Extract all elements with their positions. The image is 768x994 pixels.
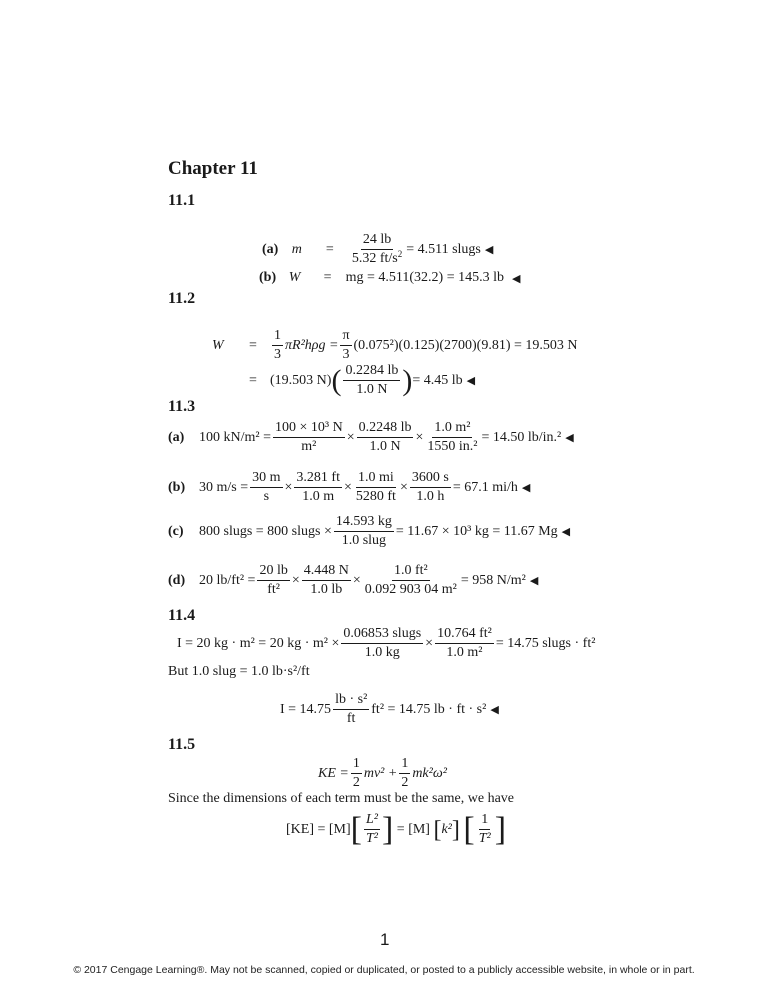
expression: mk²ω²	[412, 765, 447, 781]
times: ×	[346, 429, 355, 445]
result: = 14.50 lb/in.²	[481, 429, 562, 445]
expression: 20 lb/ft² =	[199, 572, 256, 588]
numerator: 1	[479, 812, 490, 830]
numerator: 1	[351, 756, 362, 774]
denominator: 3	[274, 347, 281, 363]
fraction	[435, 626, 494, 661]
equals: =	[325, 241, 334, 257]
fraction	[343, 363, 400, 398]
expression: 30 m/s =	[199, 479, 249, 495]
eq-11-2-line2	[236, 363, 475, 398]
denominator: 2	[401, 775, 409, 791]
fraction	[333, 692, 369, 727]
answer-marker-icon: ◀	[565, 432, 574, 445]
fraction	[351, 756, 362, 791]
denominator: 1.0 slug	[341, 533, 387, 549]
numerator: 100 × 10³ N	[273, 420, 345, 438]
variable: W	[288, 270, 301, 285]
denominator: m²	[301, 439, 317, 455]
expression: (19.503 N)	[270, 372, 332, 388]
eq-11-3-d	[168, 563, 538, 598]
expression: KE =	[318, 765, 349, 781]
fraction	[399, 756, 410, 791]
denominator: ft	[346, 711, 356, 727]
exponent: 2	[397, 249, 403, 260]
fraction	[363, 563, 459, 598]
denominator: T²	[365, 831, 378, 847]
result: = 958 N/m²	[460, 572, 526, 588]
result: = 4.45 lb	[412, 372, 463, 388]
denominator: 3	[342, 347, 350, 363]
denominator: 5280 ft	[355, 489, 396, 505]
section-heading-11-5: 11.5	[168, 736, 196, 753]
times: ×	[425, 635, 434, 651]
eq-11-4-line1	[177, 626, 595, 661]
denominator: 1.0 m²	[446, 645, 483, 661]
result: = 4.511 slugs	[406, 241, 481, 257]
part-label: (b)	[168, 479, 186, 495]
fraction	[350, 232, 404, 267]
left-bracket: [	[350, 810, 362, 848]
fraction	[272, 328, 283, 363]
right-bracket: ]	[451, 816, 460, 843]
right-bracket: ]	[494, 810, 507, 848]
expression: [KE] = [M]	[286, 821, 351, 837]
numerator: 0.06853 slugs	[341, 626, 423, 644]
denominator: 1550 in.²	[427, 439, 478, 455]
fraction	[257, 563, 289, 598]
times: ×	[415, 429, 424, 445]
expression: I = 14.75	[280, 701, 332, 717]
eq-11-4-line3	[280, 692, 499, 727]
numerator: 1.0 mi	[356, 470, 396, 488]
answer-marker-icon: ◀	[490, 704, 499, 717]
result: = 11.67 × 10³ kg = 11.67 Mg	[395, 523, 558, 539]
page-number: 1	[380, 930, 390, 949]
expression: mg = 4.511(32.2) = 145.3 lb	[345, 270, 504, 285]
numerator: 3.281 ft	[294, 470, 342, 488]
numerator: π	[340, 328, 351, 346]
denominator	[350, 250, 404, 267]
equals: =	[249, 337, 257, 353]
result: = 67.1 mi/h	[452, 479, 518, 495]
denominator: 1.0 kg	[364, 645, 400, 661]
fraction	[302, 563, 351, 598]
denominator: 1.0 m	[302, 489, 335, 505]
copyright-notice: © 2017 Cengage Learning®. May not be scanned, copied or duplicated, or posted to a publicly accessible website, in whole or in part.	[73, 964, 695, 976]
fraction	[410, 470, 451, 505]
numerator: 10.764 ft²	[435, 626, 494, 644]
numerator: 20 lb	[257, 563, 289, 581]
answer-marker-icon: ◀	[512, 272, 521, 285]
eq-11-3-a	[168, 420, 574, 455]
left-bracket: [	[463, 810, 475, 848]
fraction	[354, 470, 398, 505]
denominator: 1.0 N	[369, 439, 401, 455]
paragraph-11-4: But 1.0 slug = 1.0 lb·s²/ft	[168, 664, 310, 679]
equals: =	[323, 270, 332, 285]
expression: πR²hρg =	[285, 337, 339, 353]
expression: 100 kN/m² =	[199, 429, 271, 445]
numerator: 1	[399, 756, 410, 774]
fraction	[340, 328, 351, 363]
part-label: (c)	[168, 523, 184, 539]
part-label: (b)	[259, 270, 277, 285]
numerator: 4.448 N	[302, 563, 351, 581]
fraction	[273, 420, 345, 455]
numerator: 1.0 ft²	[392, 563, 430, 581]
expression: = [M]	[396, 821, 430, 837]
numerator: L²	[364, 812, 380, 830]
eq-11-1-b	[259, 270, 520, 286]
fraction	[250, 470, 282, 505]
numerator: 0.2284 lb	[343, 363, 400, 381]
denominator: 1.0 N	[356, 382, 388, 398]
fraction	[334, 514, 394, 549]
fraction	[357, 420, 414, 455]
variable: W	[212, 337, 224, 353]
part-label: (d)	[168, 572, 186, 588]
fraction	[364, 812, 380, 847]
denominator: 1.0 h	[416, 489, 445, 505]
denominator: 1.0 lb	[310, 582, 343, 598]
fraction	[341, 626, 423, 661]
answer-marker-icon: ◀	[561, 526, 571, 539]
part-label: (a)	[168, 429, 185, 445]
numerator: 1.0 m²	[432, 420, 472, 438]
fraction	[425, 420, 479, 455]
numerator: 0.2248 lb	[357, 420, 414, 438]
section-heading-11-2: 11.2	[168, 290, 196, 307]
denominator: s	[263, 489, 270, 505]
numerator: 30 m	[250, 470, 282, 488]
numerator: 1	[272, 328, 283, 346]
expression: k²	[441, 821, 452, 837]
eq-11-2-line1	[212, 328, 578, 363]
denominator: ft²	[267, 582, 280, 598]
numerator: 14.593 kg	[334, 514, 394, 532]
eq-11-1-a	[262, 232, 493, 267]
times: ×	[352, 572, 361, 588]
times: ×	[343, 479, 352, 495]
paragraph-11-5: Since the dimensions of each term must be the same, we have	[168, 791, 515, 806]
expression: (0.075²)(0.125)(2700)(9.81) = 19.503 N	[353, 337, 578, 353]
variable: m	[291, 241, 302, 257]
equals: =	[249, 372, 257, 388]
expression: I = 20 kg · m² = 20 kg · m² ×	[177, 635, 340, 651]
eq-11-5-dimensions	[286, 812, 506, 847]
numerator: 3600 s	[410, 470, 451, 488]
part-label: (a)	[262, 241, 279, 257]
denominator: 0.092 903 04 m²	[364, 582, 457, 598]
section-heading-11-4: 11.4	[168, 607, 196, 624]
den-text: 5.32 ft/s	[351, 251, 398, 267]
left-bracket: [	[433, 816, 442, 843]
numerator: 24 lb	[361, 232, 393, 250]
section-heading-11-1: 11.1	[168, 192, 196, 209]
numerator: lb · s²	[333, 692, 369, 710]
section-heading-11-3: 11.3	[168, 398, 196, 415]
answer-marker-icon: ◀	[466, 375, 476, 388]
right-bracket: ]	[381, 810, 394, 848]
fraction	[477, 812, 493, 847]
answer-marker-icon: ◀	[521, 482, 531, 495]
expression: mv² +	[363, 765, 398, 781]
eq-11-3-c	[168, 514, 570, 549]
denominator: 2	[352, 775, 360, 791]
times: ×	[399, 479, 408, 495]
times: ×	[291, 572, 300, 588]
chapter-title: Chapter 11	[168, 158, 258, 179]
fraction	[294, 470, 342, 505]
result: ft² = 14.75 lb · ft · s²	[371, 701, 487, 717]
times: ×	[284, 479, 293, 495]
result: = 14.75 slugs · ft²	[495, 635, 596, 651]
expression: 800 slugs = 800 slugs ×	[199, 523, 332, 539]
eq-11-5-ke	[318, 756, 447, 791]
answer-marker-icon: ◀	[529, 575, 539, 588]
answer-marker-icon: ◀	[484, 244, 494, 257]
right-paren: )	[402, 363, 413, 397]
eq-11-3-b	[168, 470, 530, 505]
left-paren: (	[331, 363, 342, 397]
denominator: T²	[478, 831, 491, 847]
